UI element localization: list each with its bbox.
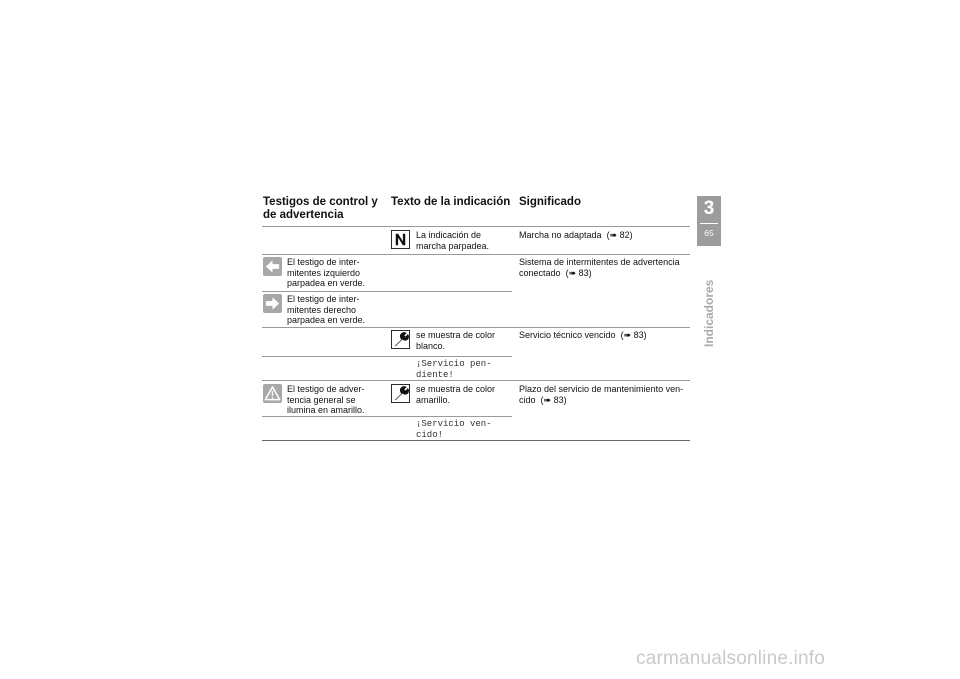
watermark: carmanualsonline.info (636, 648, 826, 669)
row3-warning-text: El testigo de inter- mitentes derecho parpadea en verde. (287, 294, 366, 325)
page-number: 65 (704, 228, 714, 238)
warning-triangle-icon (263, 384, 282, 403)
wrench-icon (391, 330, 410, 349)
row1-meaning: Marcha no adaptada (➠ 82) (519, 230, 633, 240)
header-col-warning-lights: Testigos de control y de advertencia (263, 196, 378, 221)
ref-arrow-icon: ➠ (568, 267, 577, 278)
header-col-meaning: Significado (519, 196, 581, 208)
row5-display-text: se muestra de color amarillo. (416, 384, 496, 405)
row4-display-text: se muestra de color blanco. (416, 330, 496, 351)
row4-meaning: Servicio técnico vencido (➠ 83) (519, 330, 647, 340)
row-rule (262, 327, 690, 328)
header-col-display-text: Texto de la indicación (391, 196, 511, 208)
chapter-number: 3 (703, 198, 715, 219)
arrow-right-icon (263, 294, 282, 313)
row1-display-text: La indicación de marcha parpadea. (416, 230, 490, 251)
row-rule (262, 380, 690, 381)
row-rule (262, 356, 512, 357)
chapter-divider (700, 223, 718, 224)
row5-meaning: Plazo del servicio de mantenimiento ven- cido (➠ 83) (519, 384, 684, 405)
ref-arrow-icon: ➠ (609, 230, 618, 240)
arrow-left-icon (263, 257, 282, 276)
row-rule (262, 254, 690, 255)
wrench-icon (391, 384, 410, 403)
row2-meaning: Sistema de intermitentes de advertencia conectado (➠ 83) (519, 257, 680, 278)
section-title: Indicadores (702, 279, 716, 347)
row-rule (262, 291, 512, 292)
n-letter-icon (391, 230, 410, 249)
row4-display-message: ¡Servicio pen- diente! (416, 359, 492, 380)
row2-warning-text: El testigo de inter- mitentes izquierdo parpadea en verde. (287, 257, 366, 288)
row5-warning-text: El testigo de adver- tencia general se ilumina en amarillo. (287, 384, 365, 415)
row-rule (262, 416, 512, 417)
row5-display-message: ¡Servicio ven- cido! (416, 419, 492, 440)
header-rule (262, 226, 690, 227)
ref-arrow-icon: ➠ (543, 394, 552, 405)
table-bottom-rule (262, 440, 690, 441)
ref-arrow-icon: ➠ (623, 330, 632, 340)
